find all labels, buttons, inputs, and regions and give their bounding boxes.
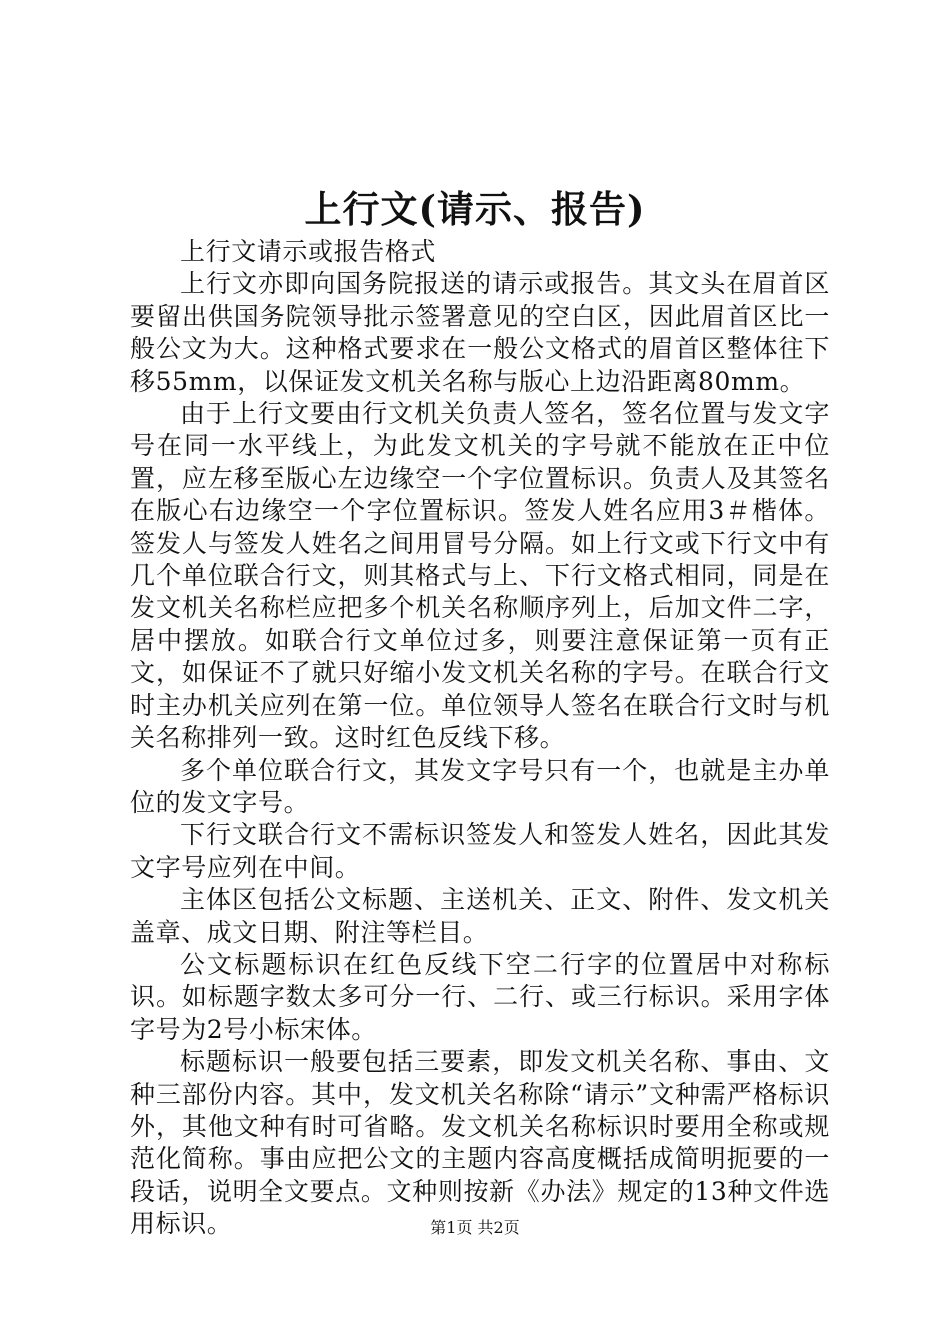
- paragraph-title-elements: 标题标识一般要包括三要素，即发文机关名称、事由、文种三部份内容。其中，发文机关名称除“请示”文种需严格标识外，其他文种有时可省略。发文机关名称标识时要用全称或规范化简称。事由应把公文的主题内容高度概括成简明扼要的一段话，说明全文要点。文种则按新《办法》规定的13种文件选用标识。: [130, 1047, 830, 1239]
- page-footer: 第1页 共2页: [430, 1218, 520, 1237]
- document-body: [130, 236, 830, 1241]
- paragraph-downward-joint: 下行文联合行文不需标识签发人和签发人姓名，因此其发文字号应列在中间。: [130, 820, 830, 882]
- paragraph-header-area: 上行文亦即向国务院报送的请示或报告。其文头在眉首区要留出供国务院领导批示签署意见的空白区，因此眉首区比一般公文为大。这种格式要求在一般公文格式的眉首区整体往下移55mm，以保证发文机关名称与版心上边沿距离80mm。: [130, 269, 830, 396]
- paragraph-joint-number: 多个单位联合行文，其发文字号只有一个，也就是主办单位的发文字号。: [130, 755, 830, 817]
- paragraph-signature: 由于上行文要由行文机关负责人签名，签名位置与发文字号在同一水平线上，为此发文机关的字号就不能放在正中位置，应左移至版心左边缘空一个字位置标识。负责人及其签名在版心右边缘空一个字位置标识。签发人姓名应用3＃楷体。签发人与签发人姓名之间用冒号分隔。如上行文或下行文中有几个单位联合行文，则其格式与上、下行文格式相同，同是在发文机关名称栏应把多个机关名称顺序列上，后加文件二字，居中摆放。如联合行文单位过多，则要注意保证第一页有正文，如保证不了就只好缩小发文机关名称的字号。在联合行文时主办机关应列在第一位。单位领导人签名在联合行文时与机关名称排列一致。这时红色反线下移。: [130, 399, 830, 753]
- paragraph-title-position: 公文标题标识在红色反线下空二行字的位置居中对称标识。如标题字数太多可分一行、二行、或三行标识。采用字体字号为2号小标宋体。: [130, 949, 830, 1044]
- paragraph-main-area: 主体区包括公文标题、主送机关、正文、附件、发文机关盖章、成文日期、附注等栏目。: [130, 885, 830, 947]
- document-title: 上行文(请示、报告): [304, 187, 646, 231]
- paragraph-format-heading: 上行文请示或报告格式: [180, 237, 437, 266]
